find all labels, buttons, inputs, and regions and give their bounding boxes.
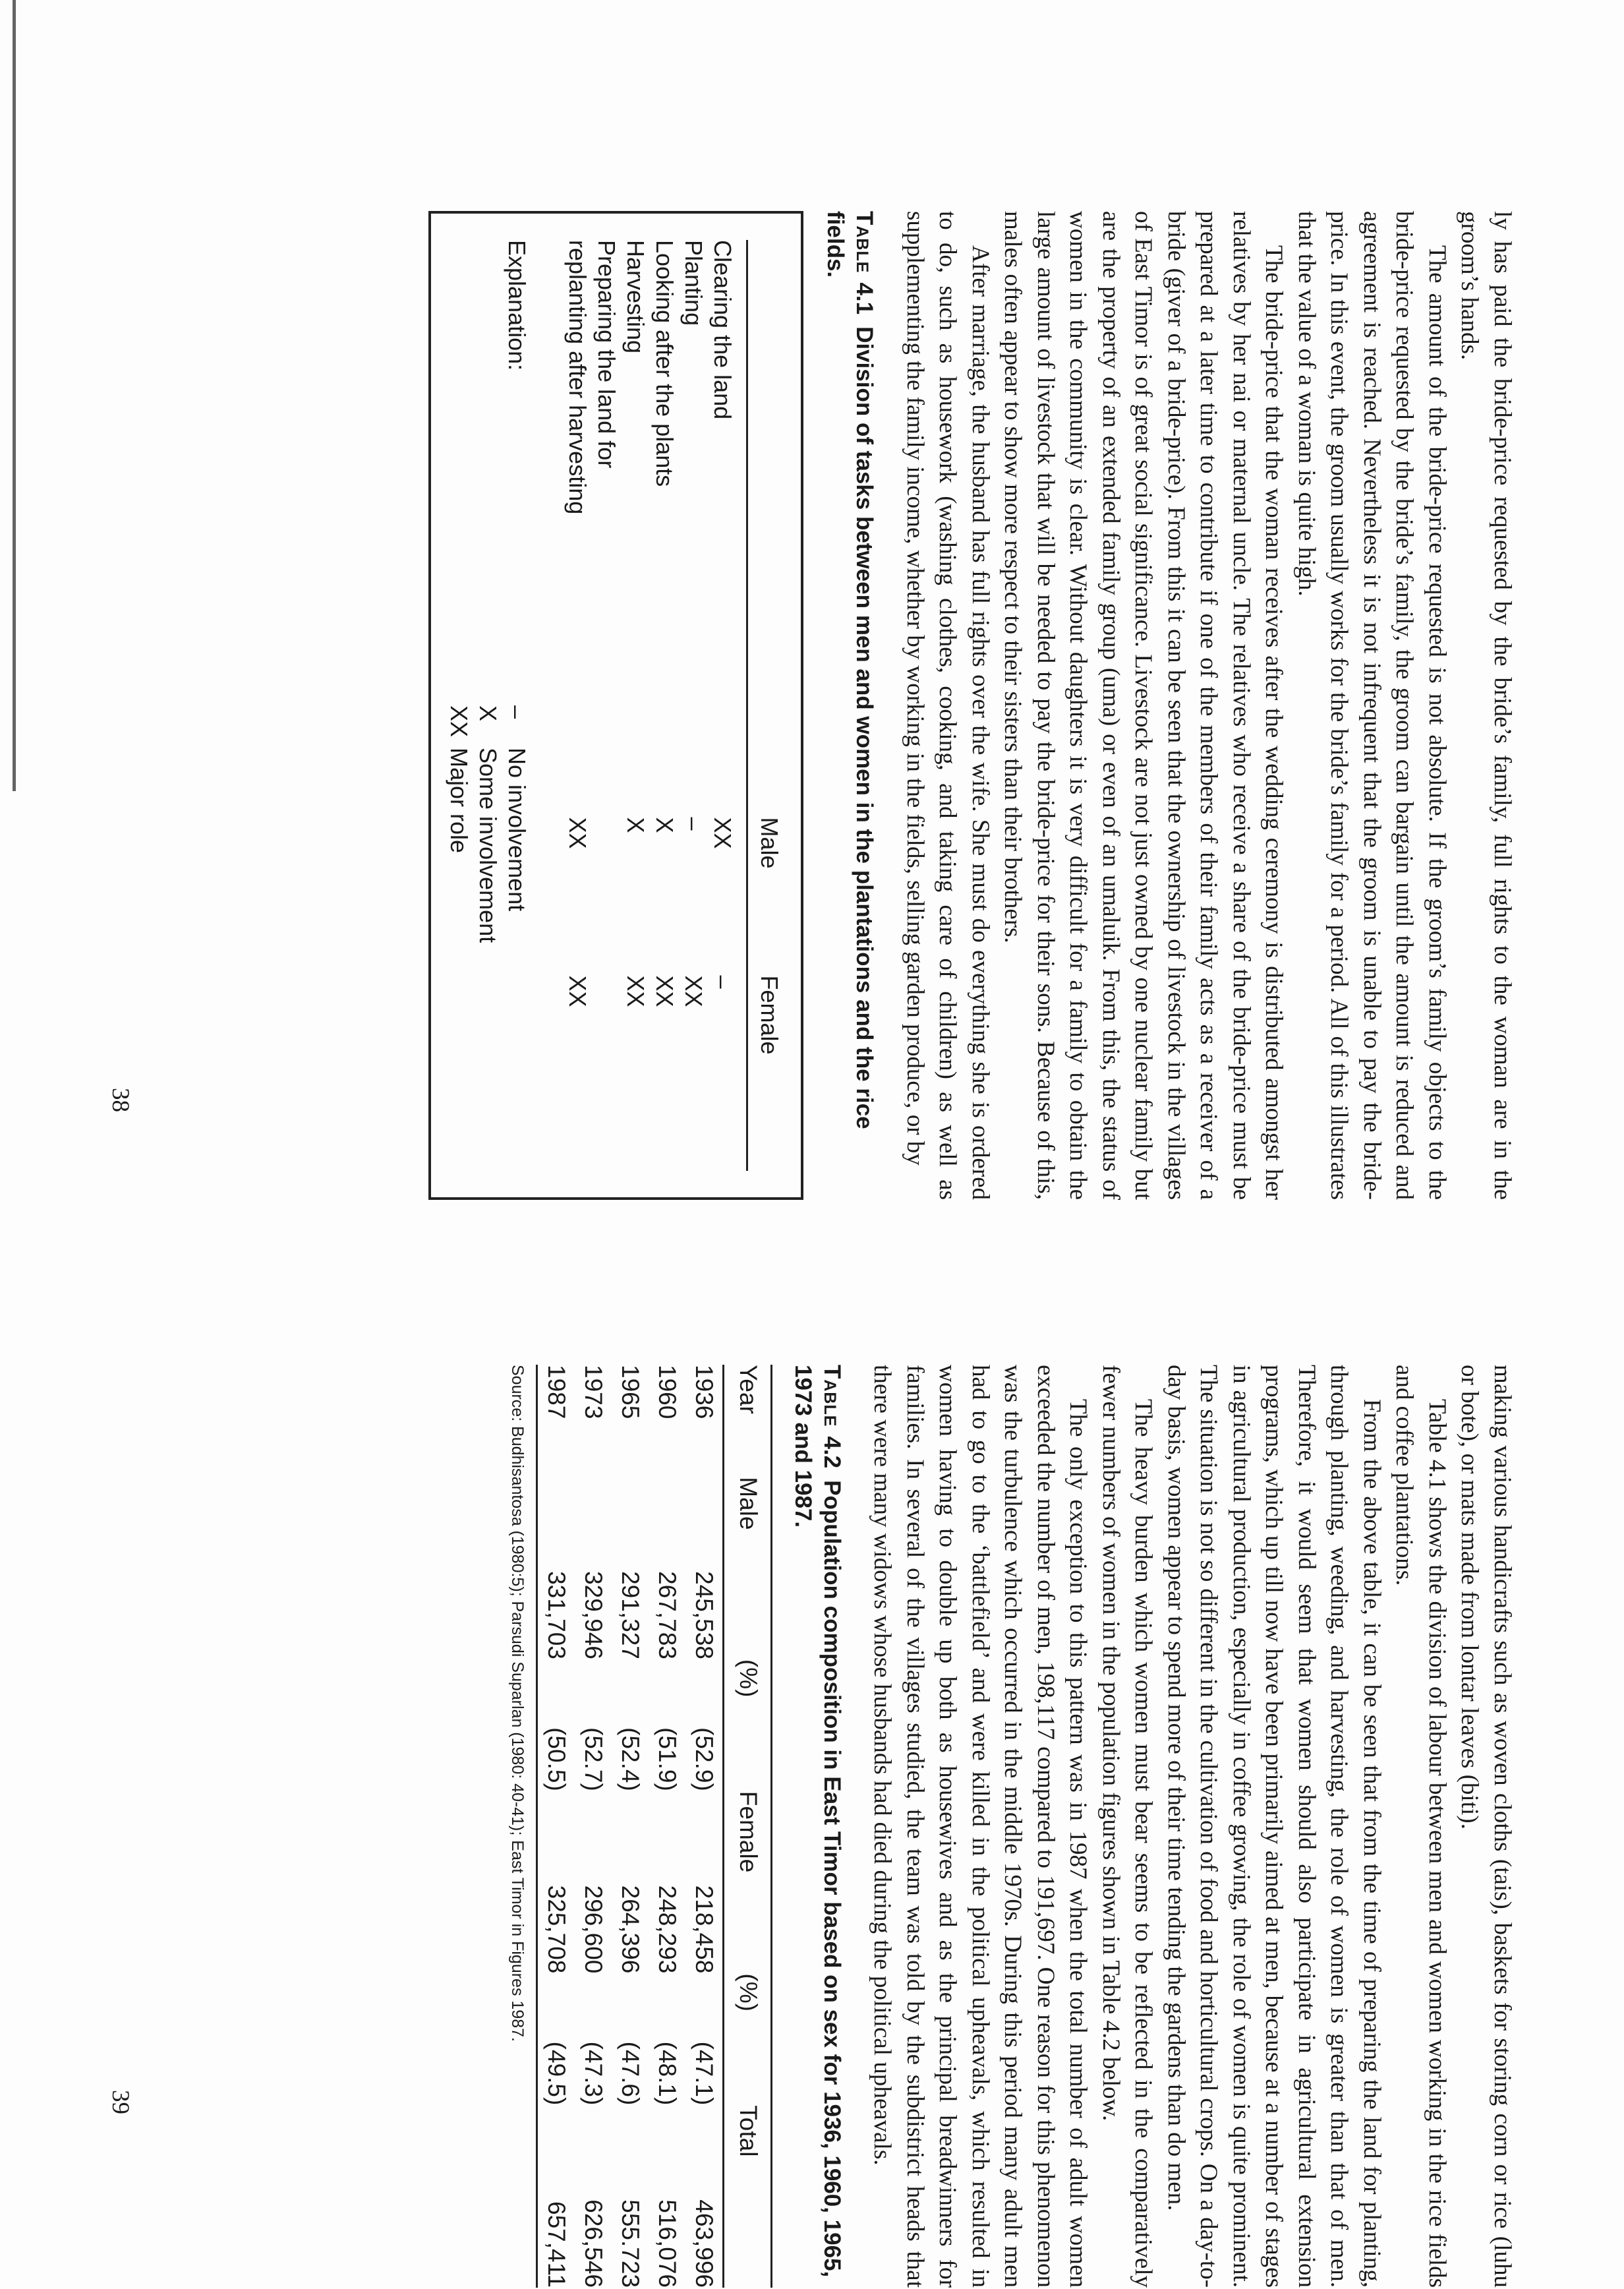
female-cell: XX	[622, 975, 650, 1007]
table-caption	[821, 211, 879, 1200]
female-pct-cell: (49.5)	[543, 2041, 570, 2106]
table-row	[575, 1365, 612, 2288]
legend-symbol: XX	[446, 705, 473, 738]
task-cell: Clearing the land	[709, 240, 737, 420]
year-cell: 1965	[617, 1365, 644, 1419]
column-header: Total	[735, 2105, 762, 2157]
table-title: Population composition in East Timor based on sex for 1936, 1960, 1965, 1973 and 1987.	[790, 1365, 845, 2278]
total-cell: 626,546	[580, 2199, 607, 2288]
year-cell: 1936	[691, 1365, 718, 1419]
table-number: 4.2	[819, 1436, 845, 1469]
female-pct-cell: (47.1)	[691, 2041, 718, 2106]
legend-item	[445, 705, 474, 1171]
female-pct-cell: (48.1)	[654, 2041, 681, 2106]
legend-list	[445, 705, 532, 1171]
female-cell: 296,600	[580, 1885, 607, 1974]
female-cell	[593, 975, 622, 1171]
male-pct-cell: (52.7)	[580, 1727, 607, 1791]
female-pct-cell: (47.3)	[580, 2041, 607, 2106]
male-pct-cell: (52.4)	[617, 1727, 644, 1791]
table-4-1	[429, 211, 804, 1200]
female-pct-cell: (47.6)	[617, 2041, 644, 2106]
year-cell: 1960	[654, 1365, 681, 1419]
female-cell: 264,396	[617, 1885, 644, 1974]
page-number: 39	[107, 2090, 134, 2114]
table-row	[680, 240, 709, 1171]
table-label: Table	[819, 1365, 845, 1427]
column-header	[747, 240, 788, 817]
female-cell: XX	[680, 975, 708, 1007]
legend-item	[474, 705, 503, 1171]
female-cell: 218,458	[691, 1885, 718, 1974]
paragraph: From the above table, it can be seen that from the time of preparing the land for planting, through planting, weeding, and harvesting, the role of women is greater than that of men. Therefore, it would seem that women should also participate in agricultural extension programs, which up till now have been primarily aimed at men, because at a number of stages in agricultural production, especially in coffee growing, the role of women is quite prominent. The situation is not so different in the cultivation of food and horticultural crops. On a day-to-day basis, women appear to spend more of their time tending the gardens than do men.	[1163, 1365, 1385, 2288]
male-cell: 245,538	[691, 1571, 718, 1659]
table-label: Table	[852, 211, 878, 274]
female-cell: XX	[651, 975, 679, 1007]
total-cell: 516,076	[654, 2199, 681, 2288]
male-cell	[593, 817, 622, 975]
table-row	[612, 1365, 649, 2288]
page-number: 38	[107, 1088, 134, 1112]
table-row	[537, 1365, 575, 2288]
column-header: Year	[735, 1365, 762, 1414]
paragraph: The heavy burden which women must bear seems to be reflected in the comparatively fewer numbers of women in the population figures shown in Table 4.2 below.	[1097, 1365, 1157, 2288]
total-cell: 463,996	[691, 2199, 718, 2288]
scan-edge-mark	[13, 0, 16, 791]
task-cell: Preparing the land for	[593, 240, 621, 469]
male-cell: –	[680, 817, 708, 831]
column-header: Female	[735, 1791, 762, 1873]
male-pct-cell: (50.5)	[543, 1727, 570, 1791]
explanation-label: Explanation:	[504, 240, 531, 371]
column-header: Female	[756, 975, 784, 1055]
column-header: (%)	[735, 1659, 762, 1698]
table-explanation	[445, 240, 532, 1171]
male-cell: 329,946	[580, 1571, 607, 1659]
left-page	[429, 211, 1519, 1200]
female-cell: 325,708	[543, 1885, 570, 1974]
male-cell: XX	[709, 817, 737, 849]
paragraph: ly has paid the bride-price requested by the bride’s family, full rights to the woman are in the groom’s hands.	[1456, 211, 1516, 1200]
table-row	[651, 240, 680, 1171]
table-row	[564, 240, 593, 1171]
male-cell: 331,703	[543, 1571, 570, 1659]
year-cell: 1973	[580, 1365, 607, 1419]
male-cell: 291,327	[617, 1571, 644, 1659]
paragraph: Table 4.1 shows the division of labour between men and women working in the rice fields and coffee plantations.	[1391, 1365, 1451, 2288]
paragraph: The bride-price that the woman receives after the wedding ceremony is distributed amongst her relatives by her nai or maternal uncle. The relatives who receive a share of the bride-price must be prepared at a later time to contribute if one of the members of their family acts as a receiver of a bride (giver of a bride-price). From this it can be seen that the ownership of livestock in the villages of East Timor is of great social significance. Livestock are not just owned by one nuclear family but are the property of an extended family group (uma) or even of an umaluik. From this, the status of women in the community is clear. Without daughters it is very difficult for a family to obtain the large amount of livestock that will be needed to pay the bride-price for their sons. Because of this, males often appear to show more respect to their sisters than their brothers.	[999, 211, 1288, 1200]
legend-text: Some involvement	[475, 748, 502, 943]
right-page	[508, 1365, 1519, 2288]
total-cell: 555.723	[617, 2199, 644, 2288]
column-header: (%)	[735, 1973, 762, 2011]
female-cell: –	[709, 975, 737, 989]
legend-symbol: X	[475, 705, 502, 722]
paragraph: The amount of the bride-price requested is not absolute. If the groom’s family objects to the bride-price requested by the bride’s family, the groom can bargain until the amount is reduced and agreement is reached. Nevertheless it is not infrequent that the groom is unable to pay the bride-price. In this event, the groom usually works for the bride’s family for a period. All of this illustrates that the value of a woman is quite high.	[1293, 211, 1451, 1200]
task-cell: Planting	[680, 240, 708, 326]
table-row	[649, 1365, 685, 2288]
year-cell: 1987	[543, 1365, 570, 1419]
table-row	[593, 240, 622, 1171]
table-source: Source: Budhisantosa (1980:5); Parsudi Suparlan (1980: 40-41); East Timor in Figures 1987.	[508, 1365, 527, 2042]
table-row	[685, 1365, 724, 2288]
female-cell: 248,293	[654, 1885, 681, 1974]
column-header: Male	[735, 1477, 762, 1530]
legend-text: No involvement	[504, 748, 531, 912]
table-row	[709, 240, 748, 1171]
task-cell: Looking after the plants	[651, 240, 679, 487]
table-title: Division of tasks between men and women in the plantations and the rice fields.	[823, 211, 878, 1129]
female-cell: XX	[564, 975, 592, 1007]
column-header: Male	[756, 817, 784, 869]
paragraph: The only exception to this pattern was in 1987 when the total number of adult women exceeded the number of men, 198,117 compared to 191,697. One reason for this phenomenon was the turbulence which occurred in the middle 1970s. During this period many adult men had to go to the ‘battlefield’ and were killed in the political upheavals, which resulted in women having to double up both as housewives and as the principal breadwinners for families. In several of the villages studied, the team was told by the subdistrict heads that there were many widows whose husbands had died during the political upheavals.	[869, 1365, 1092, 2288]
male-pct-cell: (52.9)	[691, 1727, 718, 1791]
paragraph: After marriage, the husband has full rights over the wife. She must do everything she is ordered to do, such as housework (washing clothes, cooking, and taking care of children) as well as supplementing the family income, whether by working in the fields, selling garden produce, or by	[902, 211, 994, 1200]
male-cell: X	[651, 817, 679, 833]
task-cell: Harvesting	[622, 240, 650, 354]
total-cell: 657,411	[543, 2201, 570, 2288]
male-cell: XX	[564, 817, 592, 849]
male-cell: 267,783	[654, 1571, 681, 1659]
male-cell: X	[622, 817, 650, 833]
table-row	[622, 240, 651, 1171]
table-4-2	[536, 1365, 772, 2288]
legend-text: Major role	[446, 748, 473, 854]
table-number: 4.1	[852, 282, 878, 315]
legend-symbol: –	[504, 705, 531, 719]
legend-item	[503, 705, 532, 1171]
task-cell: replanting after harvesting	[564, 240, 592, 515]
male-pct-cell: (51.9)	[654, 1727, 681, 1791]
table-caption	[788, 1365, 846, 2288]
paragraph: making various handicrafts such as woven cloths (tais), baskets for storing corn or rice (luhu or bote), or mats made from lontar leaves (biti).	[1456, 1365, 1516, 2288]
